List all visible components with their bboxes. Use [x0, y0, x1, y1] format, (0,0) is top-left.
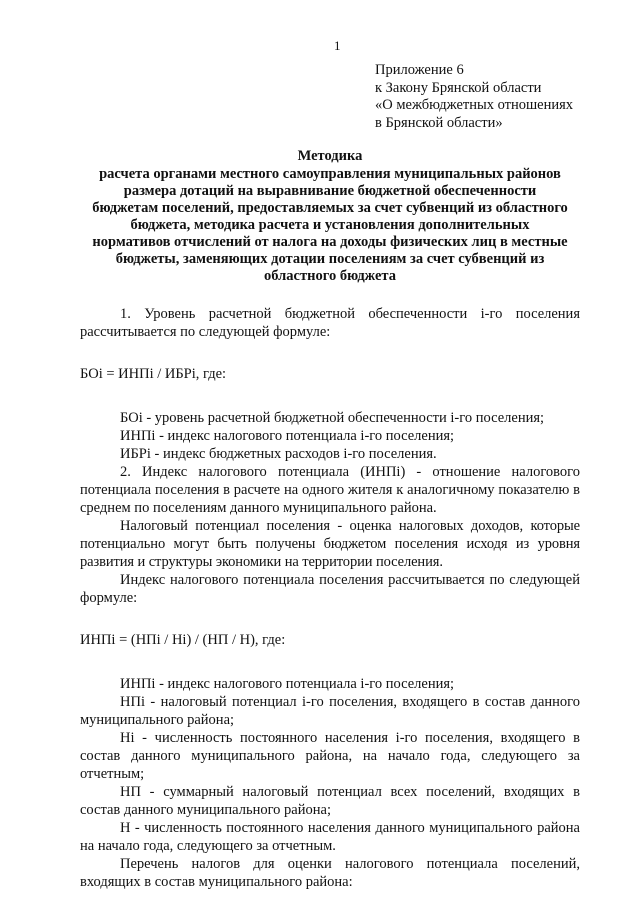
title-line: бюджеты, заменяющих дотации поселениям за счет субвенций из — [115, 251, 545, 267]
paragraph-4: Индекс налогового потенциала поселения рассчитывается по следующей формуле: — [80, 572, 580, 606]
definition-np: НП - суммарный налоговый потенциал всех поселений, входящих в состав данного муниципального района; — [80, 784, 580, 818]
formula-inp: ИНПi = (НПi / Нi) / (НП / Н), где: — [80, 632, 286, 648]
title-line: размера дотаций на выравнивание бюджетной обеспеченности — [123, 183, 537, 199]
title-line: нормативов отчислений от налога на доходы физических лиц в местные — [92, 234, 568, 250]
formula-bo: БОi = ИНПi / ИБРi, где: — [80, 366, 227, 382]
appendix-line: в Брянской области» — [375, 114, 503, 131]
paragraph-1: 1. Уровень расчетной бюджетной обеспеченности i-го поселения рассчитывается по следующей формуле: — [80, 306, 580, 340]
title-line: областного бюджета — [264, 268, 396, 284]
title-line: бюджетам поселений, предоставляемых за счет субвенций из областного — [92, 200, 568, 216]
definition-np-i: НПi - налоговый потенциал i-го поселения, входящего в состав данного муниципального района; — [80, 694, 580, 728]
paragraph-3: Налоговый потенциал поселения - оценка налоговых доходов, которые потенциально могут быть получены бюджетом поселения исходя из уровня развития и структуры экономики на территории поселения. — [80, 518, 580, 570]
title-line: расчета органами местного самоуправления муниципальных районов — [99, 166, 561, 182]
definition-inp-2: ИНПi - индекс налогового потенциала i-го поселения; — [120, 676, 455, 692]
appendix-line: «О межбюджетных отношениях — [375, 97, 574, 113]
appendix-header — [375, 62, 573, 132]
definition-n-i: Нi - численность постоянного населения i-го поселения, входящего в состав данного муниципального района, на начало года, следующего за отчетным; — [80, 730, 580, 782]
definition-bo: БОi - уровень расчетной бюджетной обеспеченности i-го поселения; — [120, 410, 545, 426]
definition-n: Н - численность постоянного населения данного муниципального района на начало года, следующего за отчетным. — [80, 820, 580, 854]
document-title — [80, 148, 580, 285]
paragraph-2: 2. Индекс налогового потенциала (ИНПi) - отношение налогового потенциала поселения в расчете на одного жителя к аналогичному показателю в среднем по поселениям данного муниципального района. — [80, 464, 580, 516]
definition-inp: ИНПi - индекс налогового потенциала i-го поселения; — [120, 428, 455, 444]
title-line: бюджета, методика расчета и установления дополнительных — [130, 217, 530, 233]
appendix-line: к Закону Брянской области — [375, 79, 542, 96]
title-heading: Методика — [297, 148, 363, 164]
document-body — [80, 305, 580, 891]
appendix-line: Приложение 6 — [375, 62, 464, 78]
page-number: 1 — [334, 38, 341, 53]
paragraph-5: Перечень налогов для оценки налогового потенциала поселений, входящих в состав муниципального района: — [80, 856, 580, 890]
definition-ibr: ИБРi - индекс бюджетных расходов i-го поселения. — [120, 446, 437, 462]
